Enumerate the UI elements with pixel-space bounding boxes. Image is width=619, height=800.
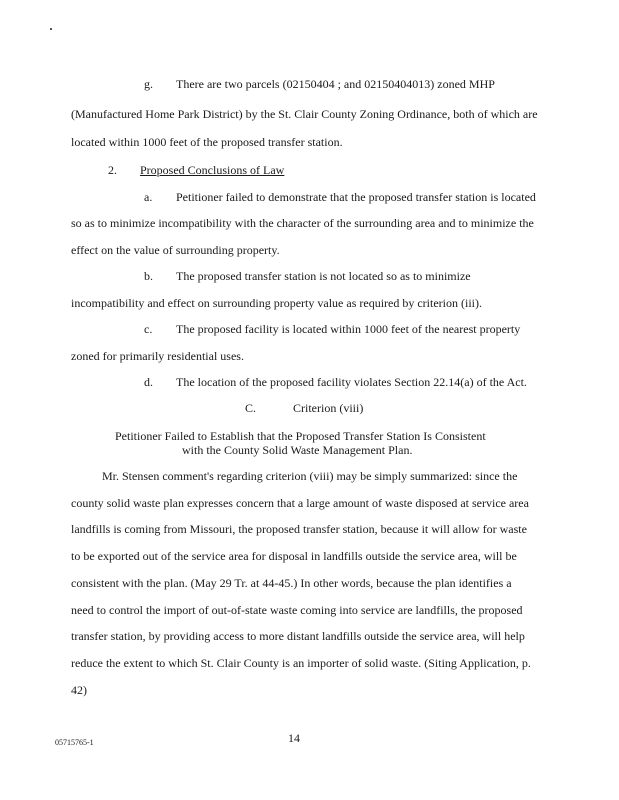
section-2-heading: Proposed Conclusions of Law: [140, 163, 285, 177]
body-line-1: Mr. Stensen comment's regarding criterion (viii) may be simply summarized: since the: [102, 469, 518, 483]
footer-doc-id: 05715765-1: [55, 738, 94, 747]
item-a-line-3: effect on the value of surrounding property.: [71, 243, 280, 257]
item-c-line-1: The proposed facility is located within 1000 feet of the nearest property: [176, 322, 521, 336]
item-g-line-3: located within 1000 feet of the proposed transfer station.: [71, 135, 343, 149]
section-c-title: Criterion (viii): [293, 401, 364, 415]
item-d-line-1: The location of the proposed facility violates Section 22.14(a) of the Act.: [176, 375, 527, 389]
item-g-line-2: (Manufactured Home Park District) by the St. Clair County Zoning Ordinance, both of which are: [71, 107, 538, 121]
body-line-7: transfer station, by providing access to more distant landfills outside the service area, will help: [71, 629, 525, 643]
section-2-number: 2.: [108, 163, 117, 177]
item-a-marker: a.: [144, 190, 153, 204]
scan-speck: [50, 28, 52, 30]
item-c-marker: c.: [144, 322, 153, 336]
item-a-line-2: so as to minimize incompatibility with the character of the surrounding area and to minimize the: [71, 216, 534, 230]
item-g-line-1: There are two parcels (02150404 ; and 02150404013) zoned MHP: [176, 77, 495, 91]
item-d-marker: d.: [144, 375, 153, 389]
item-a-line-1: Petitioner failed to demonstrate that the proposed transfer station is located: [176, 190, 536, 204]
item-b-line-1: The proposed transfer station is not located so as to minimize: [176, 269, 471, 283]
section-c-subtitle-2: with the County Solid Waste Management Plan.: [182, 443, 413, 457]
body-line-3: landfills is coming from Missouri, the proposed transfer station, because it will allow for waste: [71, 522, 527, 536]
body-line-9: 42): [71, 683, 87, 697]
item-c-line-2: zoned for primarily residential uses.: [71, 349, 244, 363]
item-b-marker: b.: [144, 269, 153, 283]
footer-page-number: 14: [288, 731, 300, 745]
body-line-4: to be exported out of the service area for disposal in landfills outside the service area, will be: [71, 549, 517, 563]
section-c-letter: C.: [245, 401, 257, 415]
item-b-line-2: incompatibility and effect on surrounding property value as required by criterion (iii).: [71, 296, 482, 310]
item-g-marker: g.: [144, 77, 153, 91]
body-line-8: reduce the extent to which St. Clair County is an importer of solid waste. (Siting Application, p.: [71, 656, 531, 670]
body-line-2: county solid waste plan expresses concern that a large amount of waste disposed at service area: [71, 496, 529, 510]
body-line-6: need to control the import of out-of-state waste coming into service are landfills, the proposed: [71, 603, 523, 617]
body-line-5: consistent with the plan. (May 29 Tr. at 44-45.) In other words, because the plan identifies a: [71, 576, 512, 590]
section-c-subtitle-1: Petitioner Failed to Establish that the Proposed Transfer Station Is Consistent: [115, 429, 486, 443]
